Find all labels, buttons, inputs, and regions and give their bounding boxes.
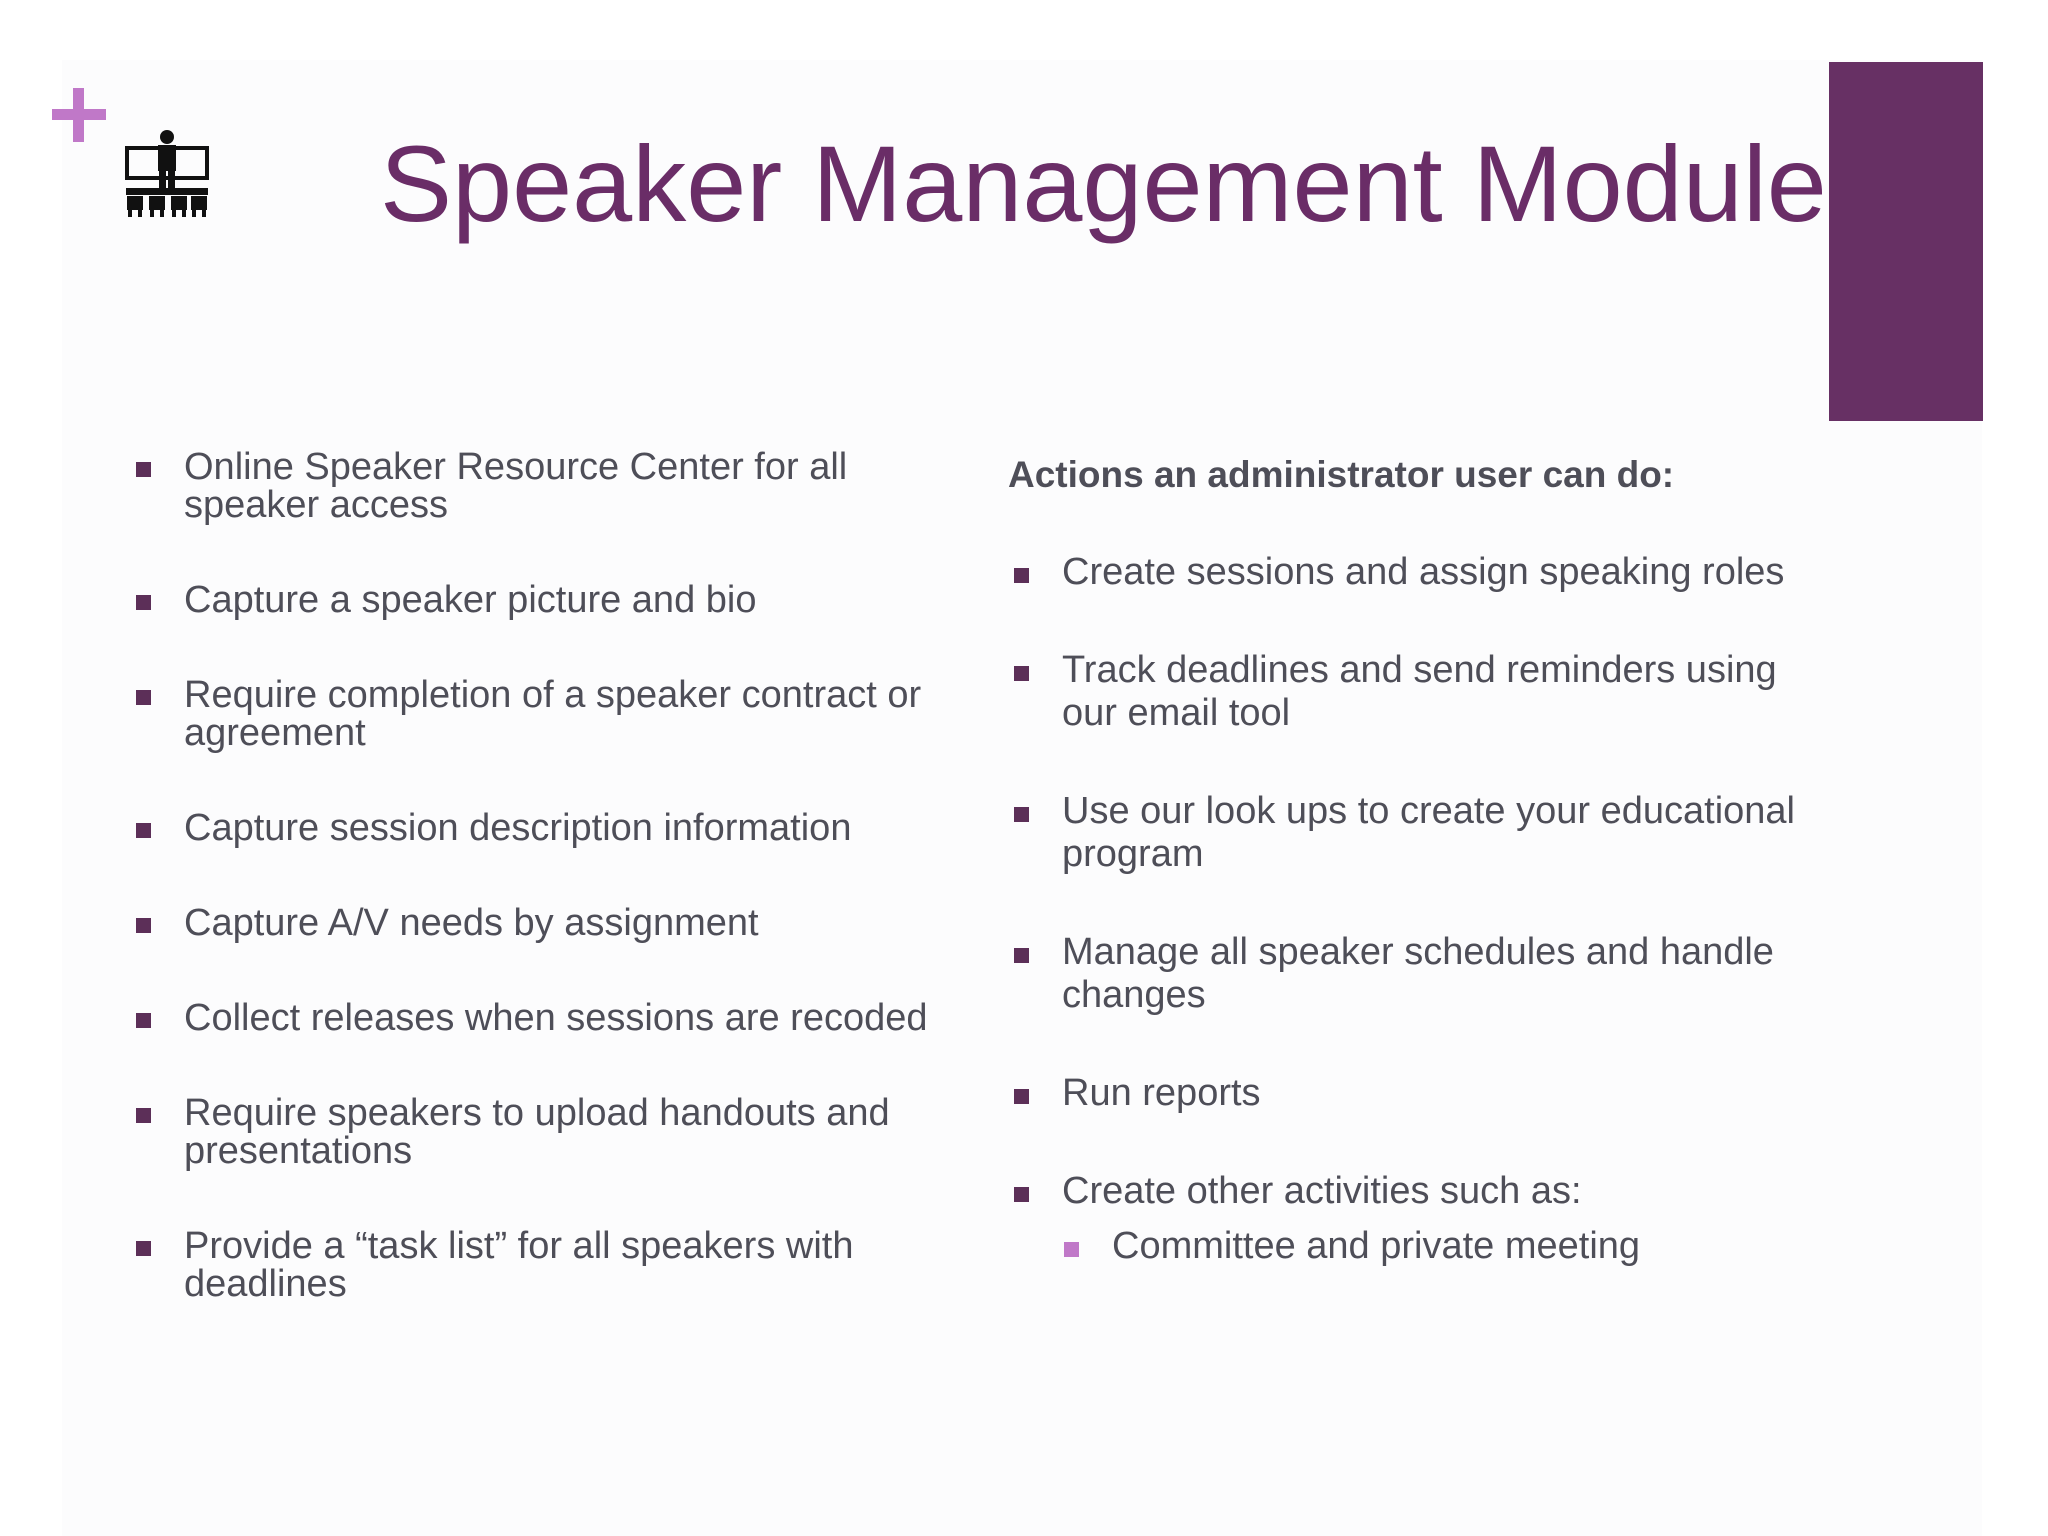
bullet-square-icon	[136, 918, 151, 933]
bullet-square-icon	[136, 595, 151, 610]
bullet-square-icon	[136, 823, 151, 838]
list-item	[1008, 931, 1808, 1017]
list-item	[1008, 1072, 1808, 1115]
list-item-text: Capture session description information	[184, 807, 852, 849]
left-column	[130, 448, 930, 1360]
bullet-square-icon	[1014, 666, 1029, 681]
bullet-square-icon	[1014, 568, 1029, 583]
list-item	[1008, 1170, 1808, 1268]
left-bullet-list	[130, 448, 930, 1303]
list-item-text: Create sessions and assign speaking roles	[1062, 551, 1785, 593]
bullet-square-icon	[136, 1241, 151, 1256]
right-bullet-list	[1008, 551, 1808, 1268]
sub-bullet-list	[1062, 1225, 1808, 1268]
list-item-text: Manage all speaker schedules and handle changes	[1062, 931, 1774, 1016]
list-item-text: Collect releases when sessions are recoded	[184, 997, 928, 1039]
bullet-square-icon	[136, 1013, 151, 1028]
right-column	[1008, 453, 1808, 1323]
list-item	[1008, 551, 1808, 594]
list-item-text: Capture a speaker picture and bio	[184, 579, 757, 621]
list-item	[130, 809, 930, 847]
sub-list-item-text: Committee and private meeting	[1112, 1225, 1641, 1267]
list-item-text: Require speakers to upload handouts and presentations	[184, 1092, 890, 1172]
list-item	[130, 676, 930, 752]
list-item-text: Online Speaker Resource Center for all speaker access	[184, 446, 848, 526]
list-item	[1008, 790, 1808, 876]
sub-list-item	[1062, 1225, 1808, 1268]
list-item	[130, 999, 930, 1037]
list-item-text: Require completion of a speaker contract or agreement	[184, 674, 922, 754]
list-item-text: Use our look ups to create your educational program	[1062, 790, 1795, 875]
bullet-square-icon	[136, 690, 151, 705]
bullet-square-icon	[1014, 1187, 1029, 1202]
sub-bullet-square-icon	[1064, 1242, 1079, 1257]
list-item	[130, 904, 930, 942]
plus-icon	[52, 88, 106, 142]
accent-bar	[1829, 62, 1983, 421]
bullet-square-icon	[136, 1108, 151, 1123]
list-item	[1008, 649, 1808, 735]
list-item-text: Track deadlines and send reminders using our email tool	[1062, 649, 1777, 734]
list-item	[130, 1094, 930, 1170]
bullet-square-icon	[1014, 807, 1029, 822]
list-item-text: Capture A/V needs by assignment	[184, 902, 759, 944]
speaker-podium-icon	[124, 128, 210, 218]
list-item-text: Provide a “task list” for all speakers with deadlines	[184, 1225, 854, 1305]
bullet-square-icon	[136, 462, 151, 477]
list-item	[130, 581, 930, 619]
list-item-text: Run reports	[1062, 1072, 1261, 1114]
list-item	[130, 448, 930, 524]
bullet-square-icon	[1014, 948, 1029, 963]
list-item-text: Create other activities such as:	[1062, 1170, 1582, 1212]
admin-actions-heading: Actions an administrator user can do:	[1008, 454, 1675, 495]
slide-title: Speaker Management Module	[380, 123, 1827, 244]
bullet-square-icon	[1014, 1089, 1029, 1104]
list-item	[130, 1227, 930, 1303]
